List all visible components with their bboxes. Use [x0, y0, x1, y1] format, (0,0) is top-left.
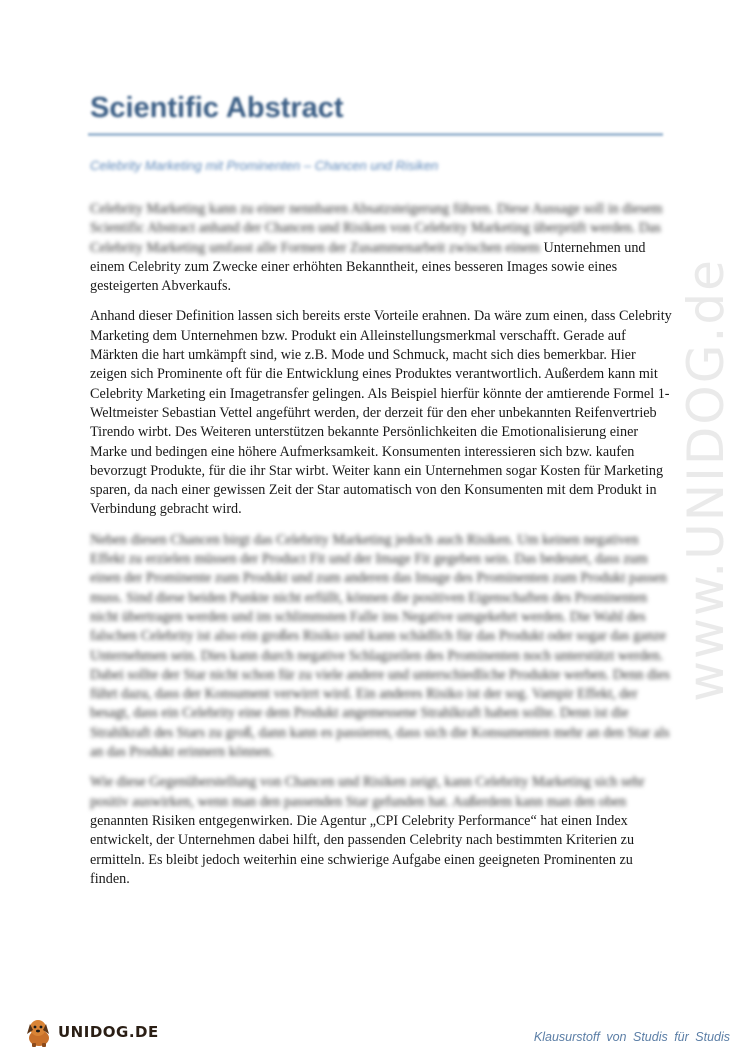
unidog-logo[interactable] [22, 1016, 159, 1048]
watermark-text: www.UNIDOG.de [677, 258, 736, 702]
page-title: Scientific Abstract [90, 92, 344, 124]
page-subtitle: Celebrity Marketing mit Prominenten – Chancen und Risiken [90, 158, 439, 173]
abstract-body [90, 200, 672, 900]
blurred-text: Wie diese Gegenüberstellung von Chancen und Risiken zeigt, kann Celebrity Marketing sich sehr positiv auswirken, wenn man den passenden Star gefunden hat. Außerdem kann man den oben [90, 774, 645, 810]
footer-tagline: Klausurstoff von Studis für Studis [533, 1030, 730, 1044]
dog-icon [22, 1016, 56, 1048]
logo-text: UNIDOG.DE [58, 1023, 159, 1041]
visible-text: Unternehmen und einem Celebrity zum Zwecke einer erhöhten Bekanntheit, eines besseren Images sowie eines gesteigerten Abverkaufs. [90, 239, 646, 295]
paragraph-intro [90, 200, 672, 296]
paragraph-risks: Neben diesen Chancen birgt das Celebrity Marketing jedoch auch Risiken. Um keinen negativen Effekt zu erzielen müssen der Product Fit und der Image Fit gegeben sein. Das bedeutet, dass zum einen der Prominente zum Produkt und zum anderen das Image des Prominenten zum Produkt passen muss. Sind diese beiden Punkte nicht erfüllt, können die positiven Eigenschaften des Prominenten nicht übertragen werden und im schlimmsten Falle ins Negative umgekehrt werden. Die Wahl des falschen Celebrity ist also ein großes Risiko und kann schädlich für das Produkt oder sogar das ganze Unternehmen sein. Dies kann durch negative Schlagzeilen des Prominenten noch unterstützt werden. Dabei sollte der Star nicht schon für zu viele andere und unterschiedliche Produkte werben. Denn dies führt dazu, dass der Konsument verwirrt wird. Ein anderes Risiko ist der sog. Vampir Effekt, der besagt, dass ein Celebrity eine dem Produkt angemessene Strahlkraft haben sollte. Denn ist die Strahlkraft des Stars zu groß, dann kann es passieren, dass sich die Konsumenten mehr an den Star als an das Produkt erinnern können. [90, 531, 670, 761]
paragraph-chances: Anhand dieser Definition lassen sich bereits erste Vorteile erahnen. Da wäre zum einen, dass Celebrity Marketing dem Unternehmen bzw. Produkt ein Alleinstellungsmerkmal verschafft. Gerade auf Märkten die hart umkämpft sind, wie z.B. Mode und Schmuck, macht sich dies bemerkbar. Hier zeigen sich Prominente oft für die Entwicklung eines Produktes verantwortlich. Außerdem kann mit Celebrity Marketing ein Imagetransfer gelingen. Als Beispiel hierfür könnte der amtierende Formel 1-Weltmeister Sebastian Vettel angeführt werden, der derzeit für den eher unbekannten Reifenvertrieb Tirendo wirbt. Des Weiteren unterstützen bekannte Persönlichkeiten die Emotionalisierung einer Marke und bedingen eine höhere Aufmerksamkeit. Konsumenten interessieren sich bzw. kaufen bevorzugt Produkte, für die ihr Star wirbt. Weiter kann ein Unternehmen sogar Kosten für Marketing sparen, da nach einer gewissen Zeit der Star automatisch von den Konsumenten mit dem Produkt in Verbindung gebracht wird. [90, 308, 672, 518]
title-divider [88, 133, 663, 136]
visible-text: genannten Risiken entgegenwirken. Die Agentur „CPI Celebrity Performance“ hat einen Index entwickelt, der Unternehmen dabei hilft, den passenden Celebrity nach bestimmten Kriterien zu ermitteln. Es bleibt jedoch weiterhin eine schwierige Aufgabe einen geeigneten Prominenten zu finden. [90, 812, 635, 887]
paragraph-conclusion [90, 773, 672, 889]
watermark [666, 220, 746, 740]
blurred-text: Celebrity Marketing kann zu einer nennbaren Absatzsteigerung führen. Diese Aussage soll in diesem Scientific Abstract anhand der Chancen und Risiken von Celebrity Marketing überprüft werden. Das Celebrity Marketing umfasst alle Formen der Zusammenarbeit zwischen einem [90, 201, 663, 256]
